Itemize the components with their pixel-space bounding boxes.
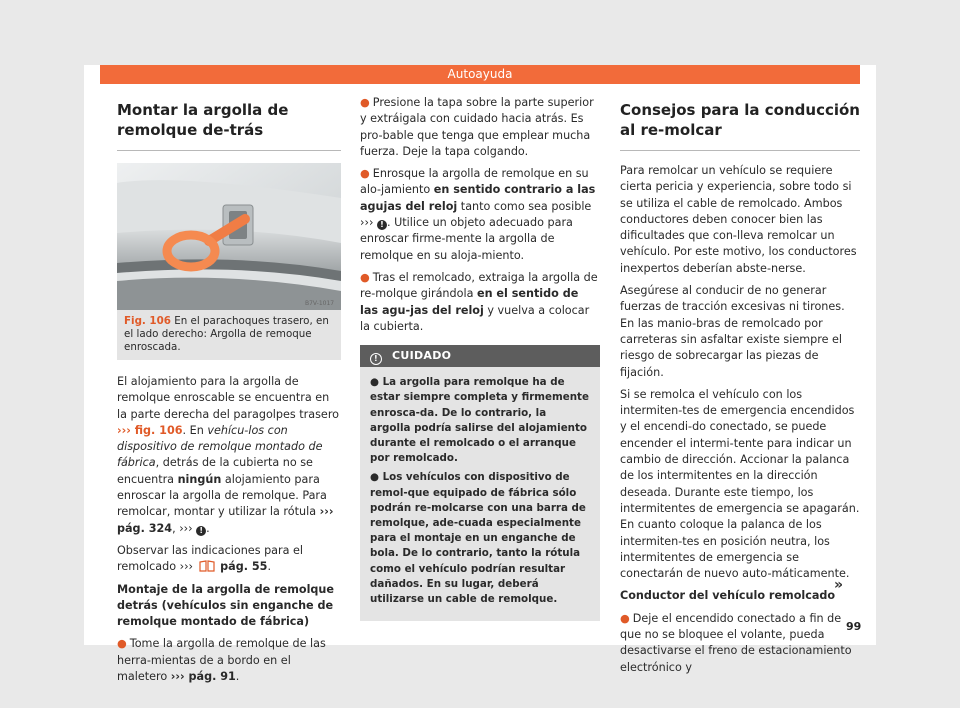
- warning-icon: !: [196, 526, 206, 536]
- bullet-icon: ●: [360, 96, 370, 109]
- list-item: ● Enrosque la argolla de remolque en su alo-jamiento en sentido contrario a las agujas del reloj tanto como sea posible ››› ! . Utilice un objeto adecuado para enroscar firme-mente la argolla de remolque en su aloja-miento.: [360, 167, 596, 262]
- bullet-icon: ●: [360, 167, 370, 181]
- fig-reference-link[interactable]: ››› fig. 106: [117, 423, 183, 437]
- section-title: Montar la argolla de remolque de-trás: [117, 101, 289, 139]
- caution-box: [360, 345, 600, 621]
- page-reference-link[interactable]: ››› pág. 324: [117, 505, 334, 535]
- continue-arrow-icon: »: [834, 577, 844, 593]
- paragraph: Para remolcar un vehículo se requiere cierta pericia y experiencia, sobre todo si se utiliza el cable de remolcado. Ambos conductores deben conocer bien las dificultades que con-lleva remolcar un vehículo. Por este motivo, los conductores inexpertos deberían abste-nerse.: [620, 164, 857, 275]
- figure-caption-text: En el parachoques trasero, en el lado derecho: Argolla de remoque enroscada.: [124, 315, 329, 353]
- title-divider: [117, 150, 341, 151]
- warning-icon: !: [377, 220, 387, 230]
- paragraph-location: El alojamiento para la argolla de remolque enroscable se encuentra en la parte derecha del paragolpes trasero ››› fig. 106. En vehícu-los con dispositivo de remolque montado de fábrica, detrás de la cubierta no se encuentra ningún alojamiento para enroscar la argolla de remolque. Para remolcar, montar y utilizar la rótula ››› pág. 324, ››› ! .: [117, 375, 340, 535]
- page-number: 99: [846, 620, 862, 633]
- paragraph-towing-notes: Observar las indicaciones para el remolcado ››› pág. 55.: [117, 543, 304, 574]
- section-title: Consejos para la conducción al re-molcar: [620, 101, 860, 139]
- figure-number: Fig. 106: [124, 315, 171, 327]
- caution-body: [360, 367, 600, 621]
- bullet-icon: ●: [370, 376, 383, 389]
- figure-code: B7V-1017: [305, 300, 335, 307]
- page-reference-link[interactable]: ››› pág. 91: [170, 670, 236, 684]
- caution-title: CUIDADO: [392, 349, 452, 363]
- column-right: [620, 95, 860, 682]
- list-item: ● Deje el encendido conectado a fin de que no se bloquee el volante, pueda desactivarse el freno de estacionamiento electrónico y: [620, 611, 852, 674]
- book-icon: [199, 560, 215, 572]
- figure-tow-eye-photo: [117, 163, 341, 310]
- column-left: [117, 95, 341, 691]
- bullet-icon: ●: [360, 270, 370, 284]
- list-item: ● Tras el remolcado, extraiga la argolla de re-molque girándola en el sentido de las agu-jas del reloj y vuelva a colocar la cubierta.: [360, 270, 598, 333]
- page-reference-link[interactable]: pág. 55: [220, 560, 268, 574]
- subsection-heading: Montaje de la argolla de remolque detrás (vehículos sin enganche de remolque montado de fábrica): [117, 582, 334, 629]
- subsection-heading: Conductor del vehículo remolcado: [620, 589, 836, 603]
- list-item: ● Presione la tapa sobre la parte superior y extráigala con cuidado hacia atrás. Es pro-bable que tenga que emplear mucha fuerza. Deje la tapa colgando.: [360, 96, 594, 158]
- figure-caption: [117, 310, 341, 360]
- bullet-icon: ●: [370, 471, 383, 484]
- caution-icon: !: [370, 353, 382, 365]
- bullet-icon: ●: [117, 637, 127, 651]
- bullet-icon: ●: [620, 611, 630, 625]
- paragraph: Si se remolca el vehículo con los intermiten-tes de emergencia encendidos y el encendi-do conectado, se puede encender el intermi-tente para indicar un cambio de dirección. Accionar la palanca de los intermitentes en la dirección deseada. Durante este tiempo, los intermitentes de emergencia se apagarán. En cuanto coloque la palanca de los intermiten-tes en posición neutra, los intermitentes de emergencia se conectarán de nuevo auto-máticamente.: [620, 387, 860, 581]
- list-item: ● Tome la argolla de remolque de las herra-mientas de a bordo en el maletero ››› pág. 91.: [117, 637, 326, 684]
- section-header: Autoayuda: [100, 65, 860, 84]
- tow-eye-illustration: [117, 163, 341, 310]
- caution-item: ● La argolla para remolque ha de estar siempre completa y firmemente enrosca-da. De lo contrario, la argolla podría salirse del alojamiento durante el remolcado o el arranque por remolcado.: [370, 376, 589, 465]
- caution-item: ● Los vehículos con dispositivo de remol-que equipado de fábrica sólo podrán re-molcarse con una barra de remolque, ade-cuada especialmente para el montaje en un enganche de bola. De lo contrario, tanto la rótula como el vehículo podrían resultar dañados. En su lugar, deberá utilizarse un cable de remolque.: [370, 471, 586, 605]
- caution-header: [360, 345, 600, 367]
- title-divider: [620, 150, 860, 151]
- column-middle: [360, 95, 600, 621]
- paragraph: Asegúrese al conducir de no generar fuerzas de tracción excesivas ni tirones. En las manio-bras de remolcado por carreteras sin asfaltar existe siempre el riesgo de sobrecargar las piezas de fijación.: [620, 284, 845, 379]
